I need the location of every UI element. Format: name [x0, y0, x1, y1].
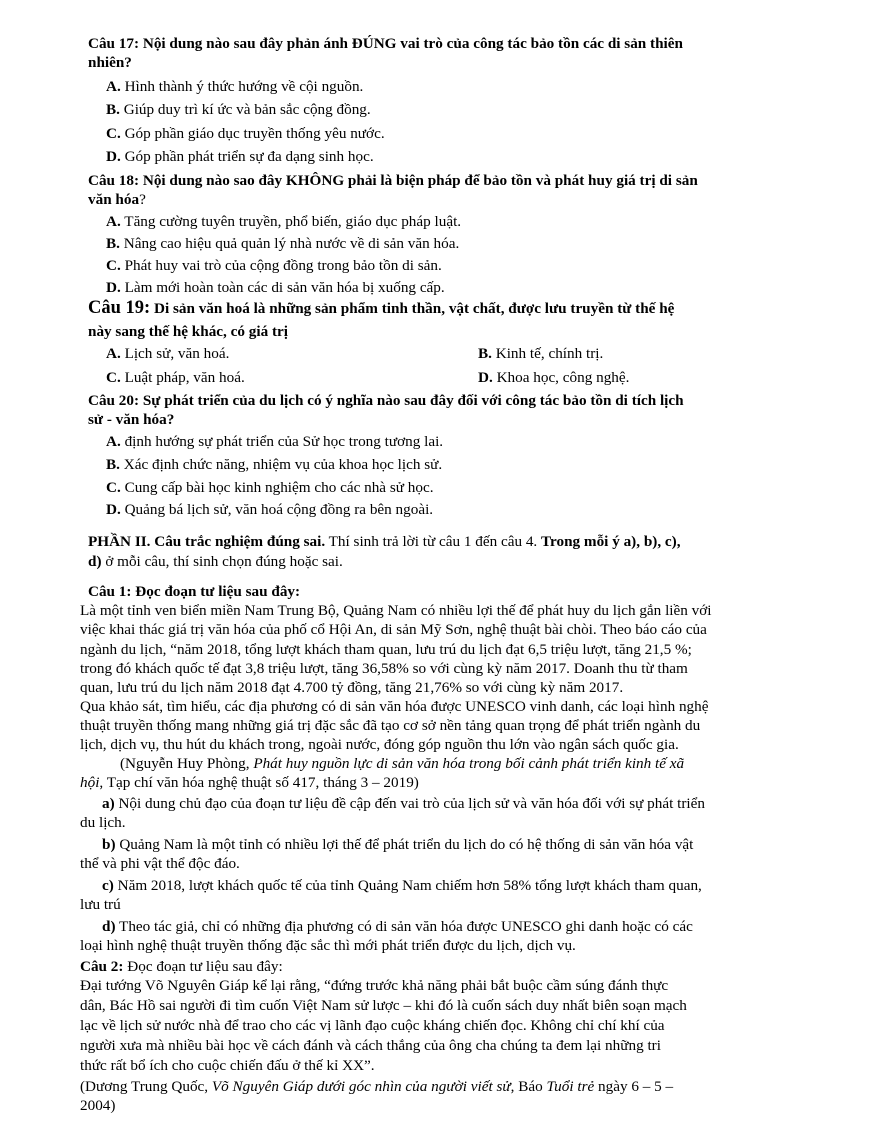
q18-option-c: C. Phát huy vai trò của cộng đồng trong bảo tồn di sản.	[106, 257, 442, 274]
q17-option-c: C. Góp phần giáo dục truyền thống yêu nước.	[106, 125, 385, 142]
q19-option-b: B. Kinh tế, chính trị.	[478, 345, 604, 362]
q17-option-b: B. Giúp duy trì kí ức và bản sắc cộng đồng.	[106, 101, 371, 118]
q17-option-a: A. Hình thành ý thức hướng về cội nguồn.	[106, 78, 364, 95]
q19-option-d: D. Khoa học, công nghệ.	[478, 369, 630, 386]
c1-p1-line5: quan, lưu trú du lịch năm 2018 đạt 4.700 tỷ đồng, tăng 21,76% so với cùng kỳ năm 2017.	[80, 679, 624, 696]
c1-title: Câu 1: Đọc đoạn tư liệu sau đây:	[88, 583, 301, 600]
q20-option-c: C. Cung cấp bài học kinh nghiệm cho các nhà sử học.	[106, 479, 434, 496]
c1-p1-line2: việc khai thác giá trị văn hóa của phố cổ Hội An, di sản Mỹ Sơn, nghệ thuật bài chòi. Theo báo cáo của	[80, 621, 707, 638]
c1-statement-d-line2: loại hình nghệ thuật truyền thống đặc sắc thì mới phát triển được du lịch, dịch vụ.	[80, 937, 576, 954]
q19-title-line1: Câu 19: Di sản văn hoá là những sản phẩm tinh thần, vật chất, được lưu truyền từ thế hệ	[88, 298, 675, 318]
q18-option-b: B. Nâng cao hiệu quả quản lý nhà nước về di sản văn hóa.	[106, 235, 460, 252]
q17-title-line1: Câu 17: Nội dung nào sau đây phản ánh ĐÚNG vai trò của công tác bảo tồn các di sản thiên	[88, 35, 683, 52]
c1-statement-b-line2: thể và phi vật thể độc đáo.	[80, 855, 240, 872]
c1-statement-a-line1: a) Nội dung chủ đạo của đoạn tư liệu đề cập đến vai trò của lịch sử và văn hóa đối với sự phát triển	[102, 795, 705, 812]
q17-title-line2: nhiên?	[88, 54, 132, 71]
q18-option-d: D. Làm mới hoàn toàn các di sản văn hóa bị xuống cấp.	[106, 279, 445, 296]
q19-title-line2: này sang thế hệ khác, có giá trị	[88, 323, 288, 340]
c1-source-line2: hội, Tạp chí văn hóa nghệ thuật số 417, tháng 3 – 2019)	[80, 774, 419, 791]
q20-title-line1: Câu 20: Sự phát triển của du lịch có ý nghĩa nào sau đây đối với công tác bảo tồn di tích lịch	[88, 392, 684, 409]
q19-option-c: C. Luật pháp, văn hoá.	[106, 369, 245, 386]
c1-p2-line2: thuật truyền thống mang những giá trị đặc sắc đã tạo cơ sở nền tảng quan trọng để phát triển ngành du	[80, 717, 701, 734]
q20-option-a: A. định hướng sự phát triển của Sử học trong tương lai.	[106, 433, 444, 450]
c1-p2-line1: Qua khảo sát, tìm hiểu, các địa phương có di sản văn hóa được UNESCO vinh danh, các loại hình nghệ	[80, 698, 709, 715]
c2-p-line5: thức rất bổ ích cho cuộc chiến đấu ở thế kỉ XX”.	[80, 1057, 375, 1074]
c2-title: Câu 2: Đọc đoạn tư liệu sau đây:	[80, 958, 283, 975]
c1-p1-line1: Là một tỉnh ven biển miền Nam Trung Bộ, Quảng Nam có nhiều lợi thế để phát huy du lịch gắn liền với	[80, 602, 712, 619]
c2-source-line2: 2004)	[80, 1097, 116, 1114]
q18-title-line1: Câu 18: Nội dung nào sao đây KHÔNG phải là biện pháp để bảo tồn và phát huy giá trị di sản	[88, 172, 698, 189]
q20-title-line2: sử - văn hóa?	[88, 411, 175, 428]
q18-option-a: A. Tăng cường tuyên truyền, phổ biến, giáo dục pháp luật.	[106, 213, 462, 230]
c1-statement-d-line1: d) Theo tác giả, chỉ có những địa phương có di sản văn hóa được UNESCO ghi danh hoặc có các	[102, 918, 693, 935]
c2-source-line1: (Dương Trung Quốc, Võ Nguyên Giáp dưới góc nhìn của người viết sử, Báo Tuổi trẻ ngày 6 – 5 –	[80, 1078, 674, 1095]
c1-p2-line3: lịch, dịch vụ, thu hút du khách trong, ngoài nước, đóng góp nguồn thu lớn vào ngân sách quốc gia.	[80, 736, 679, 753]
part2-instructions-line1: PHẦN II. Câu trắc nghiệm đúng sai. Thí sinh trả lời từ câu 1 đến câu 4. Trong mỗi ý a), b), c),	[88, 533, 681, 550]
c2-p-line2: dân, Bác Hồ sai người đi tìm cuốn Việt Nam sử lược – khi đó là cuốn sách duy nhất biên soạn mạch	[80, 997, 687, 1014]
c2-p-line3: lạc về lịch sử nước nhà để trao cho các vị lãnh đạo cuộc kháng chiến đọc. Không chỉ chí khí của	[80, 1017, 665, 1034]
c1-source-line1: (Nguyễn Huy Phòng, Phát huy nguồn lực di sản văn hóa trong bối cảnh phát triển kinh tế xã	[120, 755, 685, 772]
c1-statement-c-line1: c) Năm 2018, lượt khách quốc tế của tỉnh Quảng Nam chiếm hơn 58% tổng lượt khách tham quan,	[102, 877, 702, 894]
q19-option-a: A. Lịch sử, văn hoá.	[106, 345, 230, 362]
q20-option-b: B. Xác định chức năng, nhiệm vụ của khoa học lịch sử.	[106, 456, 443, 473]
c2-p-line4: người xưa mà nhiều bài học về cách đánh và cách thắng của ông cha chúng ta đem lại những tri	[80, 1037, 661, 1054]
c1-p1-line4: trong đó khách quốc tế đạt 3,8 triệu lượt, tăng 36,58% so với cùng kỳ năm 2017. Doanh thu từ tham	[80, 660, 688, 677]
c1-statement-c-line2: lưu trú	[80, 896, 121, 913]
c2-p-line1: Đại tướng Võ Nguyên Giáp kể lại rằng, “đứng trước khả năng phải bắt buộc cầm súng đánh thực	[80, 977, 669, 994]
q18-title-line2: văn hóa?	[88, 191, 146, 208]
q20-option-d: D. Quảng bá lịch sử, văn hoá cộng đồng ra bên ngoài.	[106, 501, 434, 518]
part2-instructions-line2: d) ở mỗi câu, thí sinh chọn đúng hoặc sai.	[88, 553, 343, 570]
q17-option-d: D. Góp phần phát triển sự đa dạng sinh học.	[106, 148, 374, 165]
c1-p1-line3: ngành du lịch, “năm 2018, tổng lượt khách tham quan, lưu trú du lịch đạt 6,5 triệu lượt, tăng 21,5 %;	[80, 641, 692, 658]
c1-statement-a-line2: du lịch.	[80, 814, 126, 831]
c1-statement-b-line1: b) Quảng Nam là một tỉnh có nhiều lợi thế để phát triển du lịch do có hệ thống di sản văn hóa vật	[102, 836, 694, 853]
